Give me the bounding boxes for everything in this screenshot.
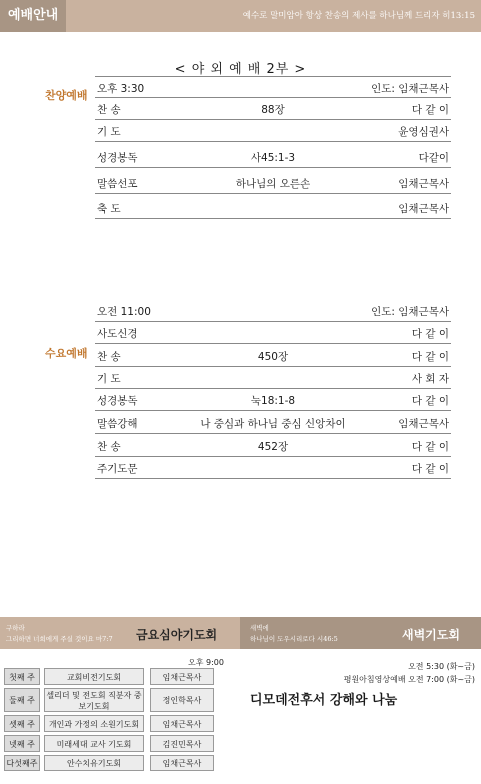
dawn-verse-line2: 하나님이 도우시리로다 시46:5 xyxy=(250,635,338,643)
row-label: 성경봉독 xyxy=(97,152,138,164)
row-label: 말씀강해 xyxy=(97,418,138,430)
wednesday-row xyxy=(95,300,451,322)
week-topic: 개인과 가정의 소원기도회 xyxy=(44,715,144,732)
row-label: 기 도 xyxy=(97,126,121,138)
row-center: 눅18:1-8 xyxy=(250,395,296,407)
row-right: 임채근목사 xyxy=(398,418,449,430)
praise-worship-label: 찬양예배 xyxy=(45,89,88,102)
week-label: 셋째 주 xyxy=(4,715,40,732)
week-leader: 김진민목사 xyxy=(150,735,214,752)
friday-prayer-band xyxy=(0,617,240,649)
row-label: 기 도 xyxy=(97,373,121,385)
friday-time: 오후 9:00 xyxy=(188,658,224,667)
row-label: 성경봉독 xyxy=(97,395,138,407)
dawn-program: 디모데전후서 강해와 나눔 xyxy=(250,693,398,708)
row-right: 다같이 xyxy=(418,152,449,164)
row-right: 다 같 이 xyxy=(411,351,449,363)
row-right: 다 같 이 xyxy=(411,104,449,116)
friday-prayer-title: 금요심야기도회 xyxy=(136,628,218,642)
row-right: 윤영심권사 xyxy=(398,126,449,138)
week-leader: 정인학목사 xyxy=(150,688,214,712)
row-right: 다 같 이 xyxy=(411,463,449,475)
dawn-prayer-band xyxy=(240,617,481,649)
wednesday-row xyxy=(95,457,451,479)
row-label: 사도신경 xyxy=(97,328,138,340)
dawn-video-time: 평원아침영상예배 오전 7:00 (화~금) xyxy=(343,675,475,684)
week-topic: 안수치유기도회 xyxy=(44,755,144,771)
week-topic: 셀리더 및 전도회 직분자 중보기도회 xyxy=(44,688,144,712)
row-center: 나 중심과 하나님 중심 신앙차이 xyxy=(200,418,346,430)
row-right: 다 같 이 xyxy=(411,441,449,453)
wednesday-row xyxy=(95,367,451,389)
outdoor-row xyxy=(95,120,451,142)
header-verse: 예수로 말미암아 항상 찬송의 제사를 하나님께 드리자 히13:15 xyxy=(242,11,475,21)
row-label: 오후 3:30 xyxy=(97,83,145,95)
row-center: 452장 xyxy=(257,441,289,453)
row-right: 임채근목사 xyxy=(398,178,449,190)
outdoor-row xyxy=(95,76,451,98)
week-label: 넷째 주 xyxy=(4,735,40,752)
row-right: 사 회 자 xyxy=(411,373,449,385)
row-right: 임채근목사 xyxy=(398,203,449,215)
week-topic: 교회비전기도회 xyxy=(44,668,144,685)
row-label: 찬 송 xyxy=(97,104,121,116)
dawn-verse-line1: 새벽에 xyxy=(250,624,269,632)
week-leader: 임채근목사 xyxy=(150,715,214,732)
outdoor-row xyxy=(95,197,451,219)
row-label: 말씀선포 xyxy=(97,178,138,190)
wednesday-worship-label: 수요예배 xyxy=(45,347,88,360)
dawn-prayer-title: 새벽기도회 xyxy=(402,628,460,642)
wednesday-row xyxy=(95,389,451,411)
row-label: 축 도 xyxy=(97,203,121,215)
wednesday-row xyxy=(95,412,451,434)
outdoor-row xyxy=(95,98,451,120)
outdoor-row xyxy=(95,146,451,168)
wednesday-row xyxy=(95,435,451,457)
outdoor-worship-title: < 야 외 예 배 2부 > xyxy=(174,62,307,77)
row-right: 다 같 이 xyxy=(411,395,449,407)
row-label: 주기도문 xyxy=(97,463,138,475)
row-label: 찬 송 xyxy=(97,351,121,363)
wednesday-row xyxy=(95,345,451,367)
week-leader: 임채근목사 xyxy=(150,668,214,685)
row-label: 오전 11:00 xyxy=(97,306,151,318)
header-band xyxy=(0,0,481,32)
friday-verse-line2: 그리하면 너희에게 주실 것이요 마7:7 xyxy=(6,635,113,643)
page-title: 예배안내 xyxy=(0,0,66,32)
row-center: 88장 xyxy=(261,104,285,116)
row-right: 다 같 이 xyxy=(411,328,449,340)
week-label: 첫째 주 xyxy=(4,668,40,685)
wednesday-row xyxy=(95,322,451,344)
row-right: 인도: 임채근목사 xyxy=(371,306,449,318)
dawn-time: 오전 5:30 (화~금) xyxy=(408,662,475,671)
week-leader: 임채근목사 xyxy=(150,755,214,771)
week-topic: 미래세대 교사 기도회 xyxy=(44,735,144,752)
row-center: 450장 xyxy=(257,351,289,363)
outdoor-row xyxy=(95,172,451,194)
row-right: 인도: 임채근목사 xyxy=(371,83,449,95)
friday-verse-line1: 구하라 xyxy=(6,624,25,632)
week-label: 다섯째주 xyxy=(4,755,40,771)
row-center: 사45:1-3 xyxy=(250,152,296,164)
row-center: 하나님의 오른손 xyxy=(235,178,311,190)
row-label: 찬 송 xyxy=(97,441,121,453)
week-label: 둘째 주 xyxy=(4,688,40,712)
